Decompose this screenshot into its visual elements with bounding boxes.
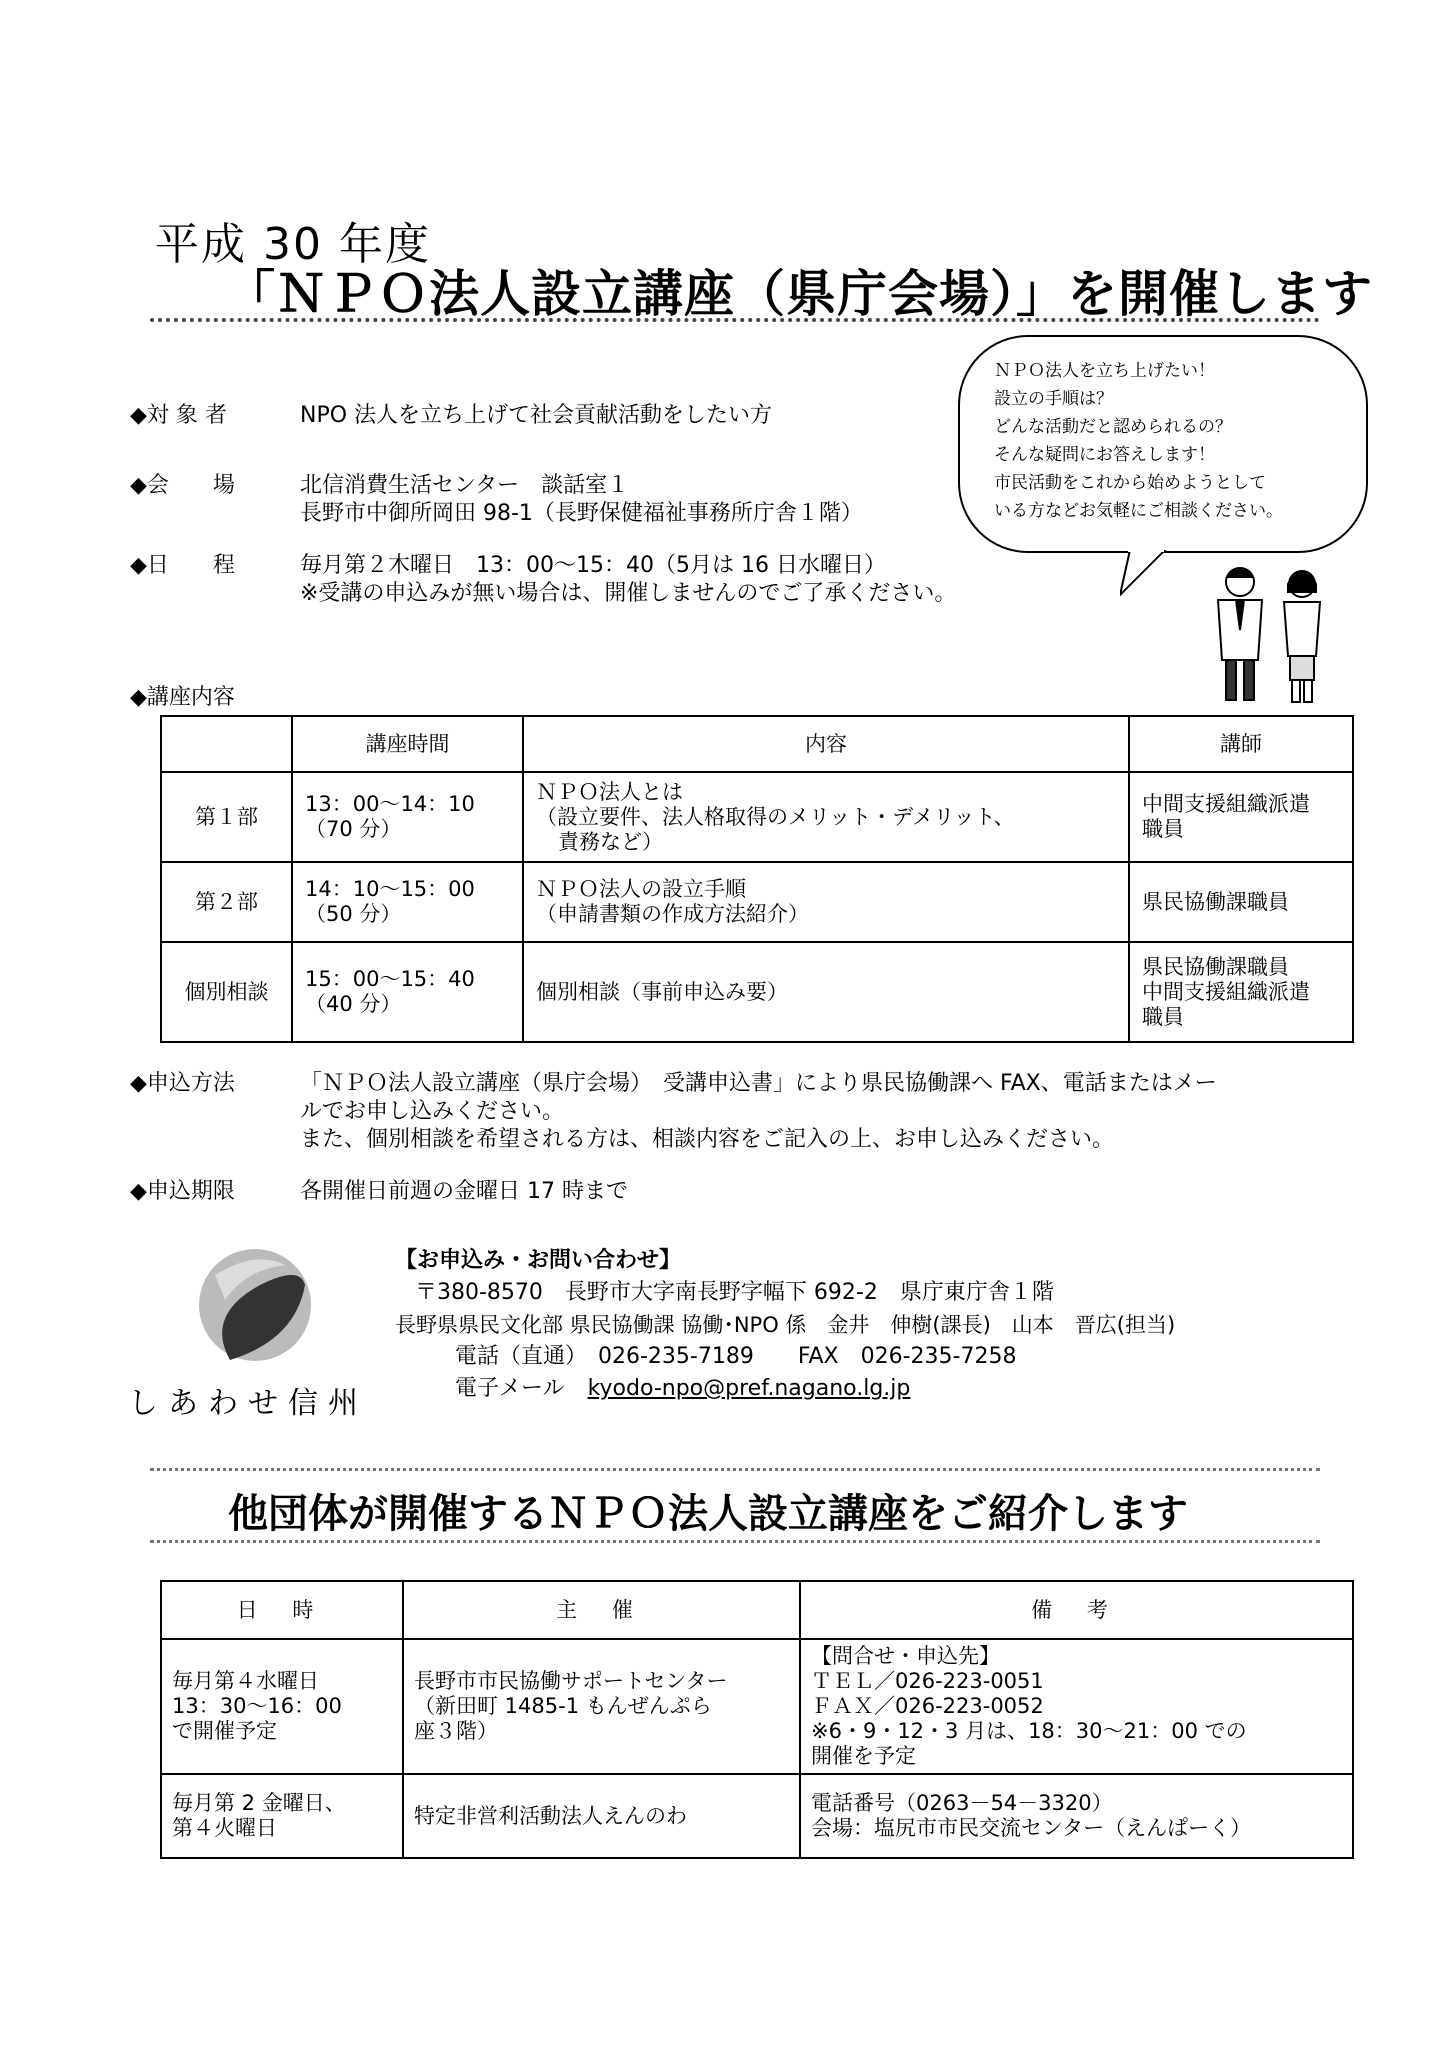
part-cell: 第１部 <box>161 772 292 862</box>
content-cell: 個別相談（事前申込み要） <box>523 942 1129 1042</box>
table-header <box>161 716 292 772</box>
note-line: 会場：塩尻市市民交流センター（えんぱーく） <box>811 1816 1252 1840</box>
contact-block <box>395 1245 1175 1405</box>
schedule-line2: ※受講の申込みが無い場合は、開催しませんのでご了承ください。 <box>300 581 957 606</box>
content-line: 責務など） <box>558 829 663 854</box>
info-venue <box>130 472 863 528</box>
lecturer-line: 中間支援組織派遣 <box>1142 979 1310 1004</box>
venue-line2: 長野市中御所岡田 98-1（長野保健福祉事務所庁舎１階） <box>300 501 863 526</box>
logo-text: しあわせ信州 <box>128 1386 368 1421</box>
date-line: で開催予定 <box>172 1719 277 1743</box>
time-cell <box>292 942 523 1042</box>
staff-illustration-icon <box>1198 560 1348 710</box>
page-title: 「ＮＰＯ法人設立講座（県庁会場）」を開催します <box>225 265 1373 323</box>
bubble-line: どんな活動だと認められるの？ <box>994 417 1232 437</box>
note-cell <box>800 1774 1353 1858</box>
content-line: ＮＰＯ法人の設立手順 <box>536 877 746 901</box>
venue-line1: 北信消費生活センター 談話室１ <box>300 473 630 498</box>
info-target <box>130 402 772 430</box>
email-label: 電子メール <box>455 1376 565 1401</box>
apply-method <box>130 1070 1217 1154</box>
time-range: 14：10～15：00 <box>305 877 475 901</box>
time-cell <box>292 772 523 862</box>
lecturer-cell <box>1129 942 1353 1042</box>
time-range: 13：00～14：10 <box>305 792 475 816</box>
contact-department: 長野県県民文化部 県民協働課 協働･NPO 係 金井 伸樹(課長) 山本 晋広(担当) <box>395 1313 1176 1337</box>
info-schedule <box>130 552 956 608</box>
host-cell: 特定非営利活動法人えんのわ <box>403 1774 800 1858</box>
date-line: 13：30～16：00 <box>172 1694 342 1718</box>
note-line: ＦＡＸ／026-223-0052 <box>811 1694 1044 1718</box>
title-divider <box>150 318 1320 322</box>
content-cell <box>523 772 1129 862</box>
time-duration: （70 分） <box>305 817 402 841</box>
table-header: 講座時間 <box>292 716 523 772</box>
note-line: 電話番号（0263－54－3320） <box>811 1791 1113 1815</box>
date-line: 毎月第４水曜日 <box>172 1669 319 1693</box>
table-header: 日 時 <box>161 1581 403 1639</box>
section-divider <box>150 1540 1320 1543</box>
host-line: 座３階） <box>414 1719 498 1743</box>
deadline-label: ◆申込期限 <box>130 1179 235 1204</box>
date-line: 第４火曜日 <box>172 1816 277 1840</box>
table-row <box>161 772 1353 862</box>
venue-label: ◆会 場 <box>130 473 235 498</box>
lecturer-cell: 県民協働課職員 <box>1129 862 1353 942</box>
date-line: 毎月第 2 金曜日、 <box>172 1791 346 1815</box>
method-label: ◆申込方法 <box>130 1071 235 1096</box>
date-cell <box>161 1639 403 1774</box>
table-header: 主 催 <box>403 1581 800 1639</box>
content-line: （申請書類の作成方法紹介） <box>536 902 809 926</box>
host-cell <box>403 1639 800 1774</box>
content-cell <box>523 862 1129 942</box>
time-duration: （40 分） <box>305 992 402 1016</box>
table-header: 備 考 <box>800 1581 1353 1639</box>
table-header-row <box>161 716 1353 772</box>
bubble-line: 設立の手順は？ <box>994 389 1113 409</box>
contact-phone: 電話（直通） 026-235-7189 FAX 026-235-7258 <box>455 1344 1017 1369</box>
bubble-line: そんな疑問にお答えします！ <box>994 445 1215 465</box>
apply-deadline <box>130 1178 628 1206</box>
time-range: 15：00～15：40 <box>305 967 475 991</box>
method-line2: ルでお申し込みください。 <box>300 1099 565 1124</box>
table-row <box>161 942 1353 1042</box>
section-divider <box>150 1468 1320 1471</box>
time-cell <box>292 862 523 942</box>
speech-bubble <box>958 335 1368 553</box>
shiawase-shinshu-logo-icon <box>185 1245 315 1370</box>
method-line1: 「ＮＰＯ法人設立講座（県庁会場） 受講申込書」により県民協働課へ FAX、電話またはメー <box>300 1071 1217 1096</box>
speech-bubble-tail <box>1120 550 1180 600</box>
bubble-line: 市民活動をこれから始めようとして <box>994 473 1266 493</box>
table-header-row <box>161 1581 1353 1639</box>
lecturer-line: 職員 <box>1142 817 1184 841</box>
course-label: ◆講座内容 <box>130 685 235 710</box>
title-year: 平成 30 年度 <box>155 219 431 270</box>
table-row <box>161 1774 1353 1858</box>
table-row <box>161 862 1353 942</box>
lecturer-line: 中間支援組織派遣 <box>1142 792 1310 816</box>
schedule-label: ◆日 程 <box>130 553 235 578</box>
contact-address: 〒380-8570 長野市大字南長野字幅下 692-2 県庁東庁舎１階 <box>415 1280 1054 1305</box>
note-line: 開催を予定 <box>811 1744 916 1768</box>
others-table <box>160 1580 1354 1859</box>
course-table <box>160 715 1354 1043</box>
lecturer-cell <box>1129 772 1353 862</box>
part-cell: 第２部 <box>161 862 292 942</box>
bubble-line: いる方などお気軽にご相談ください。 <box>994 501 1283 521</box>
table-header: 講師 <box>1129 716 1353 772</box>
others-title: 他団体が開催するＮＰＯ法人設立講座をご紹介します <box>228 1491 1188 1537</box>
note-line: ＴＥＬ／026-223-0051 <box>811 1669 1044 1693</box>
deadline-value: 各開催日前週の金曜日 17 時まで <box>300 1179 628 1204</box>
email-link[interactable]: kyodo-npo@pref.nagano.lg.jp <box>587 1376 911 1401</box>
content-line: （設立要件、法人格取得のメリット・デメリット、 <box>536 804 1015 829</box>
host-line: （新田町 1485-1 もんぜんぷら <box>414 1694 712 1718</box>
target-label: ◆対 象 者 <box>130 403 227 428</box>
note-line: ※6・9・12・3 月は、18：30～21：00 での <box>811 1719 1247 1743</box>
table-row <box>161 1639 1353 1774</box>
part-cell: 個別相談 <box>161 942 292 1042</box>
date-cell <box>161 1774 403 1858</box>
target-value: NPO 法人を立ち上げて社会貢献活動をしたい方 <box>300 403 773 428</box>
schedule-line1: 毎月第２木曜日 13：00～15：40（5月は 16 日水曜日） <box>300 553 886 578</box>
table-header: 内容 <box>523 716 1129 772</box>
time-duration: （50 分） <box>305 902 402 926</box>
bubble-line: ＮＰＯ法人を立ち上げたい！ <box>994 361 1215 381</box>
lecturer-line: 職員 <box>1142 1004 1184 1029</box>
host-line: 長野市市民協働サポートセンター <box>414 1669 728 1693</box>
note-line: 【問合せ・申込先】 <box>811 1644 1000 1668</box>
contact-heading: 【お申込み・お問い合わせ】 <box>395 1248 682 1273</box>
method-line3: また、個別相談を希望される方は、相談内容をご記入の上、お申し込みください。 <box>300 1127 1115 1152</box>
note-cell <box>800 1639 1353 1774</box>
content-line: ＮＰＯ法人とは <box>536 779 683 804</box>
lecturer-line: 県民協働課職員 <box>1142 954 1289 979</box>
